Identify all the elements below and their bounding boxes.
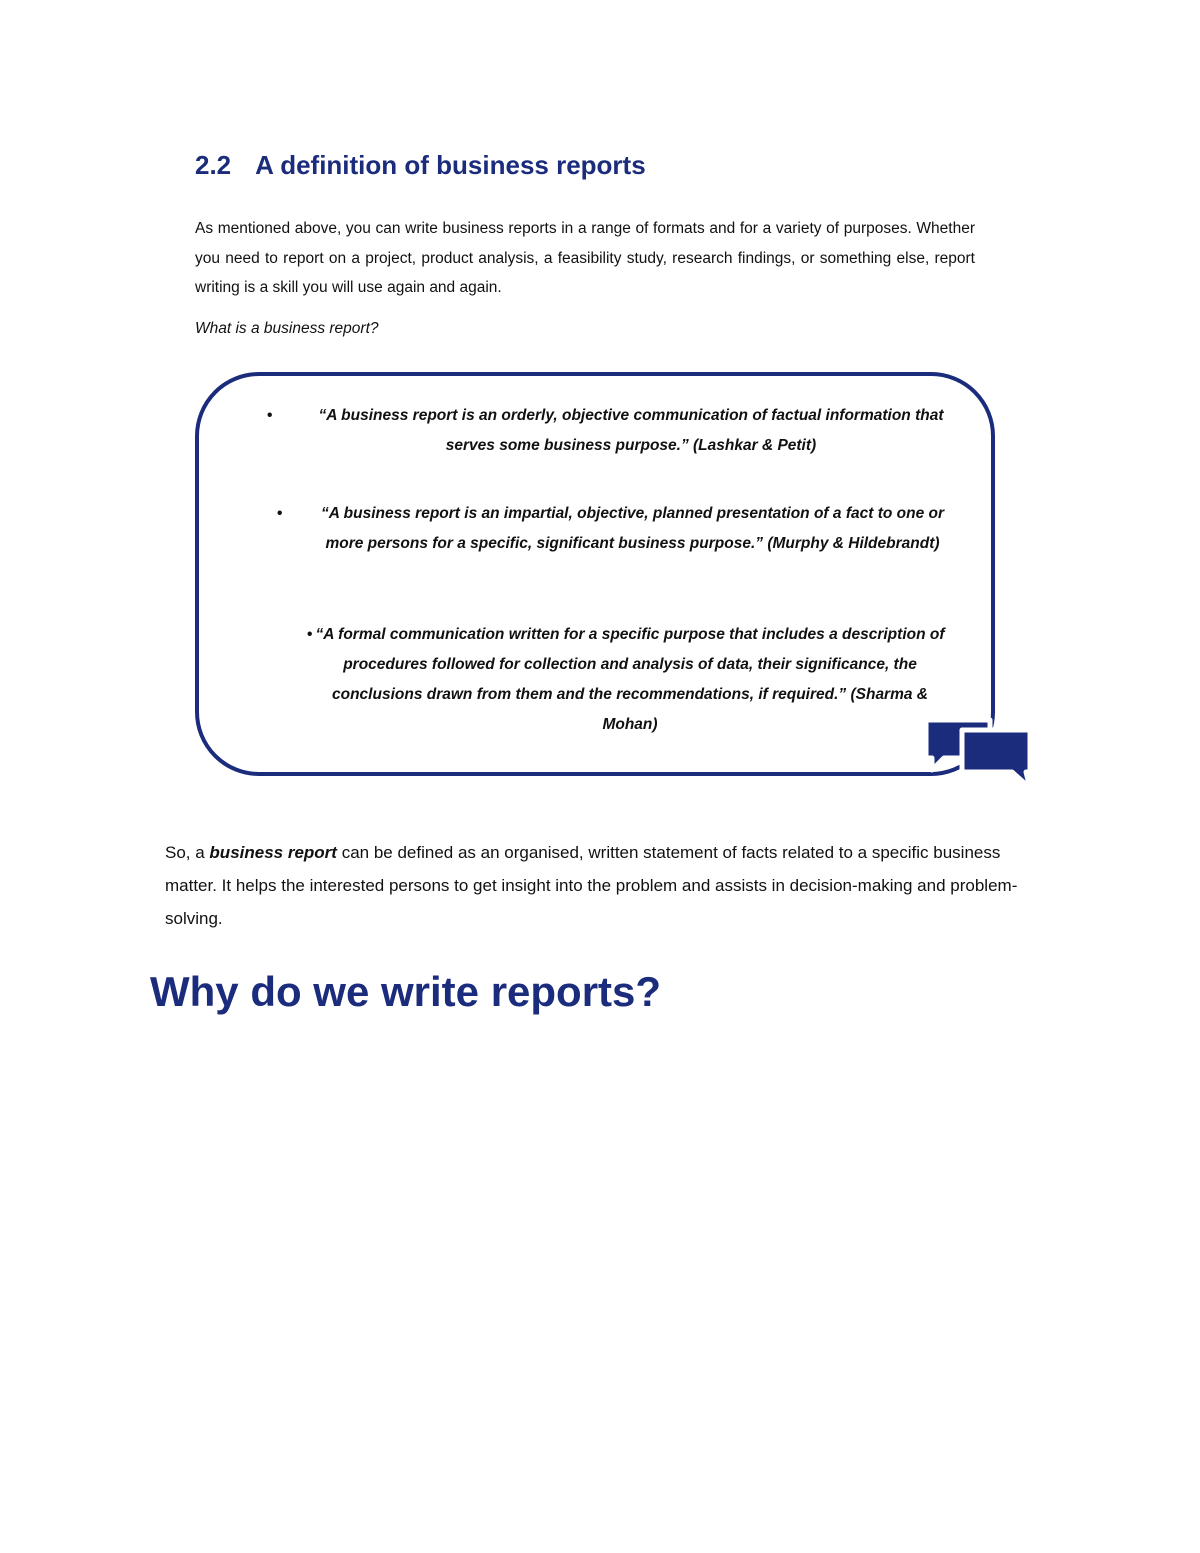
bullet: • (267, 407, 273, 424)
quote-item (307, 620, 945, 740)
quote-item (277, 499, 955, 559)
definition-paragraph (165, 836, 1037, 935)
quote-text: “A business report is an impartial, objective, planned presentation of a fact to one or more persons for a specific, significant business purpose.” (Murphy & Hildebrandt) (321, 505, 944, 552)
quote-item (267, 401, 967, 461)
definition-suffix: can be defined as an organised, written statement of facts related to a specific business matter. It helps the interested persons to get insight into the problem and assists in decision-making and problem-solving. (165, 843, 1018, 928)
question-text: What is a business report? (195, 320, 379, 337)
section-number: 2.2 (195, 150, 232, 180)
speech-bubbles-icon (920, 714, 1035, 794)
quote-text: “A formal communication written for a specific purpose that includes a description of procedures followed for collection and analysis of data, their significance, the conclusions drawn from them and the recommendations, if required.” (Sharma & Mohan) (315, 626, 945, 733)
next-section-heading: Why do we write reports? (150, 968, 662, 1015)
intro-paragraph: As mentioned above, you can write business reports in a range of formats and for a variety of purposes. Whether you need to report on a project, product analysis, a feasibility study, research findings, or something else, report writing is a skill you will use again and again. (195, 220, 975, 296)
bullet: • (277, 505, 283, 522)
definition-prefix: So, a (165, 843, 210, 862)
section-title: A definition of business reports (255, 150, 646, 180)
quote-text: “A business report is an orderly, objective communication of factual information that serves some business purpose.” (Lashkar & Petit) (318, 407, 944, 454)
section-heading (195, 150, 646, 181)
bullet: • (307, 626, 313, 643)
definition-term: business report (209, 843, 337, 862)
